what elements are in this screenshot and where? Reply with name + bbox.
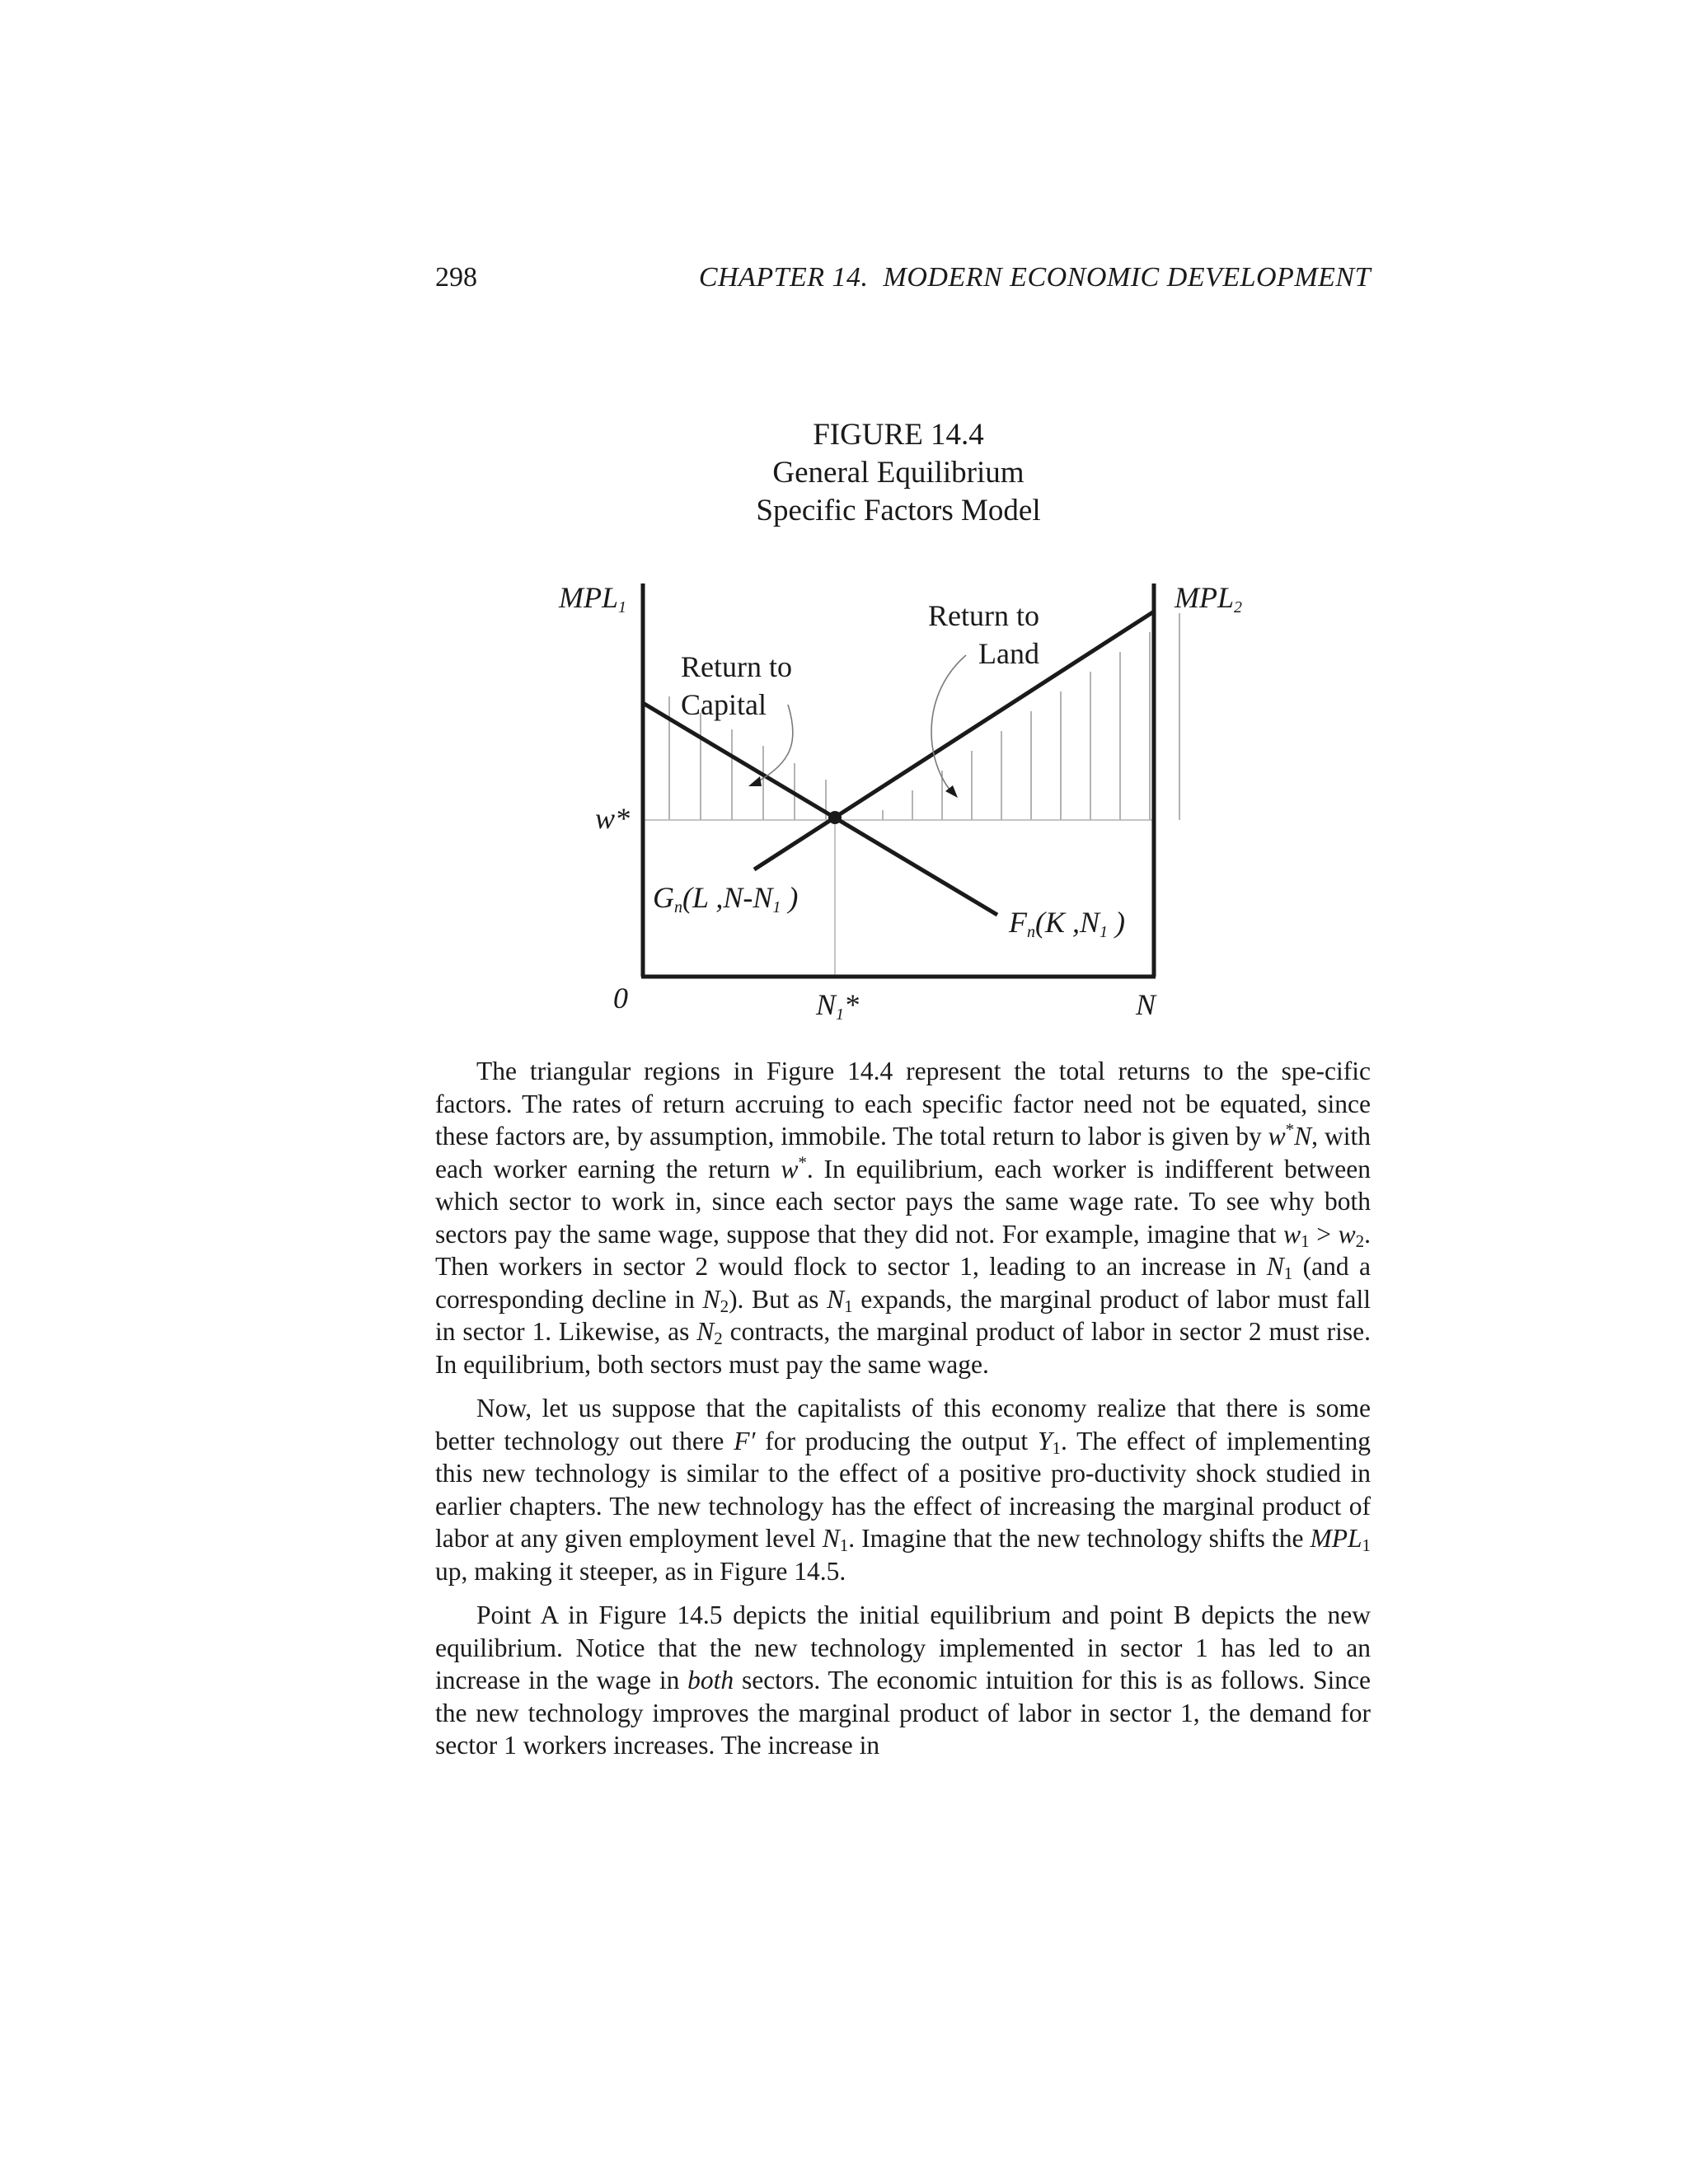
origin-label: 0 — [613, 982, 628, 1015]
land-callout — [931, 655, 966, 790]
paragraph-3: Point A in Figure 14.5 depicts the initial equilibrium and point B depicts the new equilibrium. Notice that the new technology implemented in sector 1 has led to an increase in the wage in both sectors. The economic intuition for this is as follows. Since the new technology improves the marginal product of labor in sector 1, the demand for sector 1 workers increases. The increase in — [435, 1601, 1371, 1760]
return-to-land-label: Return to Land — [928, 599, 1039, 670]
figure-number: FIGURE 14.4 — [813, 418, 984, 452]
equilibrium-point — [828, 811, 842, 824]
running-head — [435, 262, 1371, 298]
figure-caption — [684, 416, 1113, 530]
paragraph-1: The triangular regions in Figure 14.4 represent the total returns to the spe-cific factors. The rates of return accruing to each specific factor need not be equated, since these factors are, by assumption, immobile. The total return to labor is given by w*N, with each worker earning the return w*. In equilibrium, each worker is indifferent between which sector to work in, since each sector pays the same wage rate. To see why both sectors pay the same wage, suppose that they did not. For example, imagine that $w_1 > w_2$. Then workers in sector 2 would flock to sector 1, leading to an increase in $N_1$ (and a corresponding decline in $N_2$). But as $N_1$ expands, the marginal product of labor must fall in sector 1. Likewise, as $N_2$ contracts, the marginal product of labor in sector 2 must rise. In equilibrium, both sectors must pay the same wage. — [435, 1057, 1372, 1379]
body-text — [435, 1055, 1371, 1774]
page-number: 298 — [435, 262, 477, 293]
return-to-capital-label: Return to Capital — [681, 650, 792, 721]
diagram-svg — [528, 569, 1269, 1047]
left-axis-label: $MPL_1$ — [559, 581, 626, 616]
figure-title-line2: Specific Factors Model — [756, 494, 1041, 527]
specific-factors-diagram — [528, 569, 1269, 1047]
right-axis-label: $MPL_2$ — [1175, 581, 1242, 616]
n1-star-label: N1* — [816, 988, 860, 1024]
g-curve-label: Gn(L ,N-N1 ) — [653, 881, 799, 916]
f-curve-label: Fn(K ,N1 ) — [1009, 906, 1126, 941]
n-total-label: N — [1136, 988, 1156, 1021]
paragraph-2: Now, let us suppose that the capitalists of this economy realize that there is some better technology out there F′ for producing the output $Y_1$. The effect of implementing this new technology is similar to the effect of a positive pro-ductivity shock studied in earlier chapters. The new technology has the effect of increasing the marginal product of labor at any given employment level $N_1$. Imagine that the new technology shifts the $MPL_1$ up, making it steeper, as in Figure 14.5. — [435, 1394, 1371, 1586]
chapter-title: CHAPTER 14. MODERN ECONOMIC DEVELOPMENT — [698, 262, 1371, 293]
wage-label: w* — [595, 802, 631, 835]
figure-title-line1: General Equilibrium — [772, 456, 1025, 490]
